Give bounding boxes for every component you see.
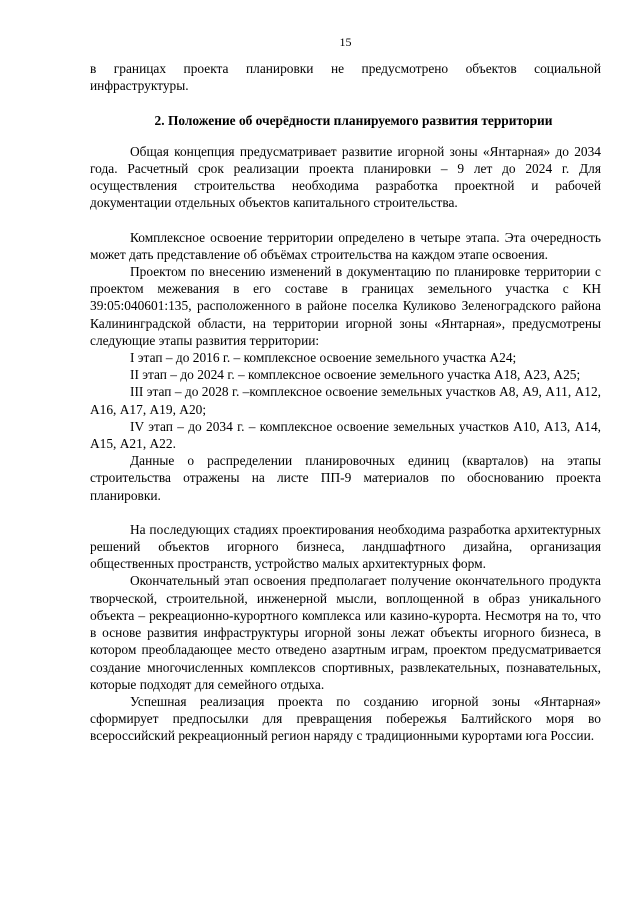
paragraph-stage-2: II этап – до 2024 г. – комплексное освоение земельного участка А18, А23, А25; — [130, 367, 581, 383]
section-heading: 2. Положение об очерёдности планируемого развития территории — [154, 112, 553, 128]
paragraph-four-stages: Комплексное освоение территории определено в четыре этапа. Эта очередность может дать представление об объёмах строительства на каждом этапе освоения. — [90, 229, 601, 262]
paragraph-stage-4: IV этап – до 2034 г. – комплексное освоение земельных участков А10, А13, А14, А15, А21, А22. — [90, 418, 601, 452]
document-page — [90, 34, 601, 745]
paragraph-next-stages: На последующих стадиях проектирования необходима разработка архитектурных решений объектов игорного бизнеса, ландшафтного дизайна, организация общественных пространств, устройство малых архитектурных форм. — [90, 521, 601, 572]
paragraph-general-concept: Общая концепция предусматривает развитие игорной зоны «Янтарная» до 2034 года. Расчетный срок реализации проекта планировки – 9 лет до 2024 г. Для осуществления строительства необходима разработка проектной и рабочей документации отдельных объектов капитального строительства. — [90, 143, 601, 211]
paragraph-stage-3: III этап – до 2028 г. –комплексное освоение земельных участков А8, А9, А11, А12, А16, А17, А19, А20; — [90, 384, 601, 417]
paragraph-project-stages: Проектом по внесению изменений в документацию по планировке территории с проектом межевания в его составе в границах земельного участка с КН 39:05:040601:135, расположенного в районе поселка Куликово Зеленоградского района Калининградской области, на территории игорной зоны «Янтарная», предусмотрены следующие этапы развития территории: — [90, 264, 601, 348]
paragraph-successful-implementation: Успешная реализация проекта по созданию игорной зоны «Янтарная» сформирует предпосылки для превращения побережья Балтийского моря во всероссийский рекреационный регион наряду с традиционными курортами юга России. — [90, 693, 601, 744]
page-number: 15 — [339, 35, 352, 49]
paragraph-social-infrastructure: в границах проекта планировки не предусмотрено объектов социальной инфраструктуры. — [90, 61, 601, 94]
paragraph-distribution-data: Данные о распределении планировочных единиц (кварталов) на этапы строительства отражены на листе ПП-9 материалов по обоснованию проекта планировки. — [90, 453, 601, 503]
paragraph-final-stage: Окончательный этап освоения предполагает получение окончательного продукта творческой, строительной, инженерной мысли, воплощенной в образ уникального объекта – рекреационно-курортного комплекса или казино-курорта. Несмотря на то, что в основе развития инфраструктуры игорной зоны лежат объекты игорного бизнеса, в котором преобладающее место отведено азартным играм, проектом предусматривается создание многочисленных комплексов спортивных, развлекательных, познавательных, которые подходят для семейного отдыха. — [90, 573, 601, 692]
paragraph-stage-1: I этап – до 2016 г. – комплексное освоение земельного участка А24; — [130, 350, 517, 366]
